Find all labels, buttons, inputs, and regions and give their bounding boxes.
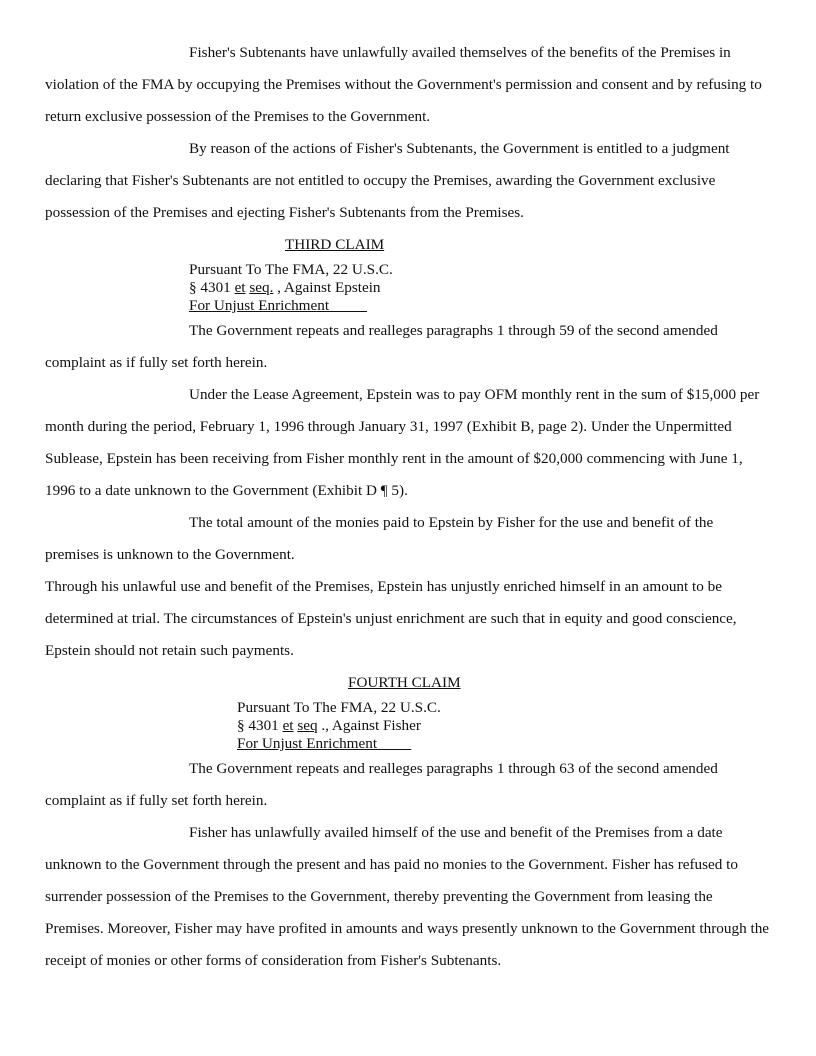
seq-text: seq [297, 717, 318, 734]
fourth-claim-line-2 [237, 717, 441, 735]
section-prefix: § 4301 [189, 279, 235, 296]
section-prefix: § 4301 [237, 717, 283, 734]
paragraph-4: Under the Lease Agreement, Epstein was to pay OFM monthly rent in the sum of $15,000 per month during the period, February 1, 1996 through January 31, 1997 (Exhibit B, page 2). Under the Unpermitted Sublease, Epstein has been receiving from Fisher monthly rent in the amount of $20,000 commencing with June 1, 1996 to a date unknown to the Government (Exhibit D ¶ 5). [45, 386, 760, 499]
paragraph-7: The Government repeats and realleges paragraphs 1 through 63 of the second amended complaint as if fully set forth herein. [45, 760, 718, 809]
paragraph-5: The total amount of the monies paid to Epstein by Fisher for the use and benefit of the premises is unknown to the Government. [45, 514, 714, 563]
seq-text: seq. [249, 279, 274, 296]
against-text: ., Against Fisher [317, 717, 421, 734]
third-claim-line-3 [189, 297, 393, 315]
unjust-enrichment-text: For Unjust Enrichment [189, 297, 330, 314]
paragraph-6: Through his unlawful use and benefit of the Premises, Epstein has unjustly enriched himself in an amount to be determined at trial. The circumstances of Epstein's unjust enrichment are such that in equity and good conscience, Epstein should not retain such payments. [45, 578, 737, 659]
third-claim-line-2 [189, 279, 393, 297]
paragraph-3: The Government repeats and realleges paragraphs 1 through 59 of the second amended complaint as if fully set forth herein. [45, 322, 718, 371]
et-text: et [234, 279, 246, 296]
fourth-claim-line-1: Pursuant To The FMA, 22 U.S.C. [237, 699, 441, 716]
fourth-claim-heading: FOURTH CLAIM [348, 674, 461, 691]
et-text: et [282, 717, 294, 734]
against-text: , Against Epstein [273, 279, 381, 296]
fourth-claim-subheading [237, 699, 441, 753]
paragraph-2: By reason of the actions of Fisher's Subtenants, the Government is entitled to a judgment declaring that Fisher's Subtenants are not entitled to occupy the Premises, awarding the Government exclusive possession of the Premises and ejecting Fisher's Subtenants from the Premises. [45, 140, 730, 221]
unjust-enrichment-text: For Unjust Enrichment [237, 735, 378, 752]
third-claim-line-1: Pursuant To The FMA, 22 U.S.C. [189, 261, 393, 278]
third-claim-heading: THIRD CLAIM [285, 236, 385, 253]
paragraph-8: Fisher has unlawfully availed himself of the use and benefit of the Premises from a date unknown to the Government through the present and has paid no monies to the Government. Fisher has refused to surrender possession of the Premises to the Government, thereby preventing the Government from leasing the Premises. Moreover, Fisher may have profited in amounts and ways presently unknown to the Government through the receipt of monies or other forms of consideration from Fisher's Subtenants. [45, 824, 770, 969]
fourth-claim-line-3 [237, 735, 441, 753]
paragraph-1: Fisher's Subtenants have unlawfully availed themselves of the benefits of the Premises in violation of the FMA by occupying the Premises without the Government's permission and consent and by refusing to return exclusive possession of the Premises to the Government. [45, 44, 762, 125]
third-claim-subheading [189, 261, 393, 315]
